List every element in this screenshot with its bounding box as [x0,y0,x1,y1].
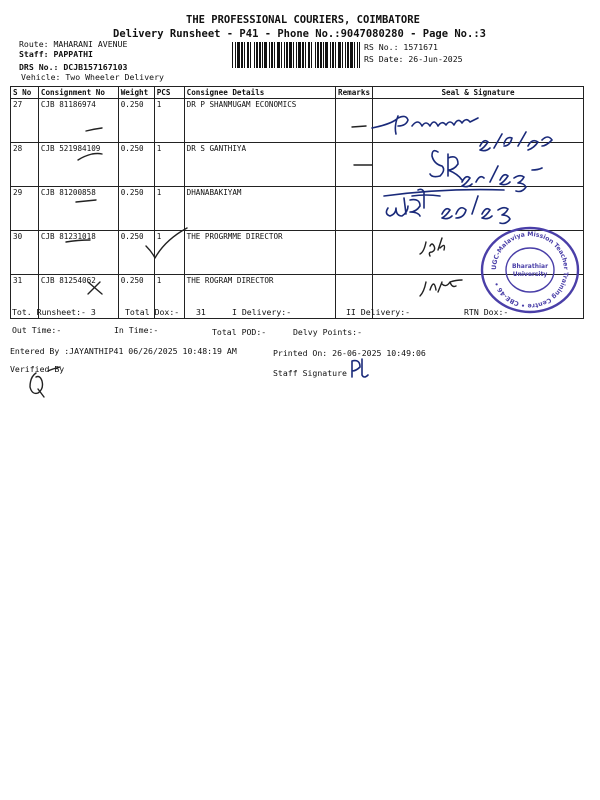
barcode-bar [241,42,243,68]
header-consignee: Consignee Details [184,87,335,99]
seal-center-line2: University [512,271,548,278]
tot-runsheet: Tot. Runsheet:- 3 [12,307,96,317]
barcode-bar [296,42,297,68]
cell-consignee: THE PROGRMME DIRECTOR [184,231,335,275]
total-dox-label: Total Dox:- [125,307,180,317]
barcode-bar [342,42,343,68]
cell-consignee: DR S GANTHIYA [184,143,335,187]
out-time: Out Time:- [12,325,62,335]
rs-date: RS Date: 26-Jun-2025 [364,54,463,64]
cell-weight: 0.250 [118,187,154,231]
cell-sno: 27 [11,99,39,143]
drs-number: DRS No.: DCJB157167103 [19,62,128,72]
barcode-bar [317,42,319,68]
barcode-bar [237,42,240,68]
barcode-bar [277,42,280,68]
in-time: In Time:- [114,325,159,335]
table-row [11,231,584,275]
cell-signature [373,187,584,231]
barcode-bar [286,42,288,68]
barcode-bar [235,42,236,68]
cell-pcs: 1 [154,187,184,231]
cell-sno: 29 [11,187,39,231]
header-remarks: Remarks [336,87,373,99]
barcode-bar [254,42,255,68]
seal-outer-text: UGC-Malaviya Mission Teacher Training Centre • CBE-46 • [490,230,570,310]
cell-signature [373,231,584,275]
runsheet-table [10,86,584,319]
barcode-bar [259,42,261,68]
verified-by-label: Verified By [10,364,65,374]
barcode-bar [311,42,312,68]
barcode-bar [289,42,292,68]
cell-weight: 0.250 [118,143,154,187]
barcode-bar [354,42,355,68]
cell-sno: 28 [11,143,39,187]
barcode-bar [262,42,263,68]
table-header-row [11,87,584,99]
barcode-bar [250,42,251,68]
ii-delivery: II Delivery:- [346,307,411,317]
rs-number: RS No.: 1571671 [364,42,438,52]
barcode-bar [325,42,328,68]
header-consignment: Consignment No [38,87,118,99]
route-label: Route: MAHARANI AVENUE [19,39,128,49]
cell-remarks [336,231,373,275]
cell-signature [373,143,584,187]
cell-consignment-no: CJB 81254062 [38,275,118,319]
barcode-bar [298,42,301,68]
vehicle-label: Vehicle: Two Wheeler Delivery [21,72,164,82]
cell-weight: 0.250 [118,231,154,275]
total-dox-value: 31 [196,307,206,317]
barcode-bar [345,42,346,68]
barcode-bar [274,42,275,68]
delvy-points: Delvy Points:- [293,327,363,337]
barcode-bar [264,42,267,68]
cell-consignment-no: CJB 81200858 [38,187,118,231]
barcode-bar [271,42,273,68]
barcode-bar [330,42,331,68]
header-weight: Weight [118,87,154,99]
cell-consignment-no: CJB 81231018 [38,231,118,275]
barcode-bar [256,42,258,68]
header-sno: S No [11,87,39,99]
cell-remarks [336,187,373,231]
barcode-bar [293,42,294,68]
barcode-bar [320,42,322,68]
barcode-bar [335,42,336,68]
cell-weight: 0.250 [118,275,154,319]
cell-consignee: DHANABAKIYAM [184,187,335,231]
entered-by: Entered By :JAYANTHIP41 06/26/2025 10:48:19 AM [10,346,237,356]
cell-consignment-no: CJB 81186974 [38,99,118,143]
header-seal-signature: Seal & Signature [373,87,584,99]
cell-pcs: 1 [154,275,184,319]
cell-remarks [336,99,373,143]
barcode-bar [284,42,285,68]
barcode-bar [281,42,282,68]
runsheet-title: Delivery Runsheet - P41 - Phone No.:9047080280 - Page No.:3 [113,28,486,40]
barcode-bar [359,42,360,68]
printed-on: Printed On: 26-06-2025 10:49:06 [273,348,426,358]
barcode-bar [357,42,358,68]
barcode-bar [323,42,324,68]
rtn-dox: RTN Dox:- [464,307,509,317]
seal-center-line1: Bharathiar [511,263,549,270]
cell-signature [373,99,584,143]
barcode-bar [308,42,310,68]
barcode [232,42,360,68]
barcode-bar [244,42,245,68]
staff-label: Staff: PAPPATHI [19,49,93,59]
barcode-bar [269,42,270,68]
cell-sno: 30 [11,231,39,275]
cell-pcs: 1 [154,99,184,143]
staff-signature-label: Staff Signature [273,368,347,378]
cell-consignee: DR P SHANMUGAM ECONOMICS [184,99,335,143]
cell-consignee: THE ROGRAM DIRECTOR [184,275,335,319]
barcode-bar [302,42,304,68]
cell-weight: 0.250 [118,99,154,143]
barcode-bar [347,42,349,68]
barcode-bar [315,42,316,68]
cell-pcs: 1 [154,231,184,275]
barcode-bar [247,42,249,68]
barcode-bar [305,42,306,68]
table-row [11,99,584,143]
i-delivery: I Delivery:- [232,307,292,317]
cell-sno: 31 [11,275,39,319]
total-pod: Total POD:- [212,327,267,337]
staff-signature [352,359,368,377]
barcode-bar [338,42,341,68]
table-row [11,187,584,231]
barcode-bar [232,42,233,68]
cell-pcs: 1 [154,143,184,187]
company-title: THE PROFESSIONAL COURIERS, COIMBATORE [186,14,420,26]
footer-signatures [0,355,600,405]
barcode-bar [350,42,353,68]
barcode-bar [332,42,334,68]
table-row [11,143,584,187]
cell-consignment-no: CJB 521984109 [38,143,118,187]
header-pcs: PCS [154,87,184,99]
cell-remarks [336,143,373,187]
